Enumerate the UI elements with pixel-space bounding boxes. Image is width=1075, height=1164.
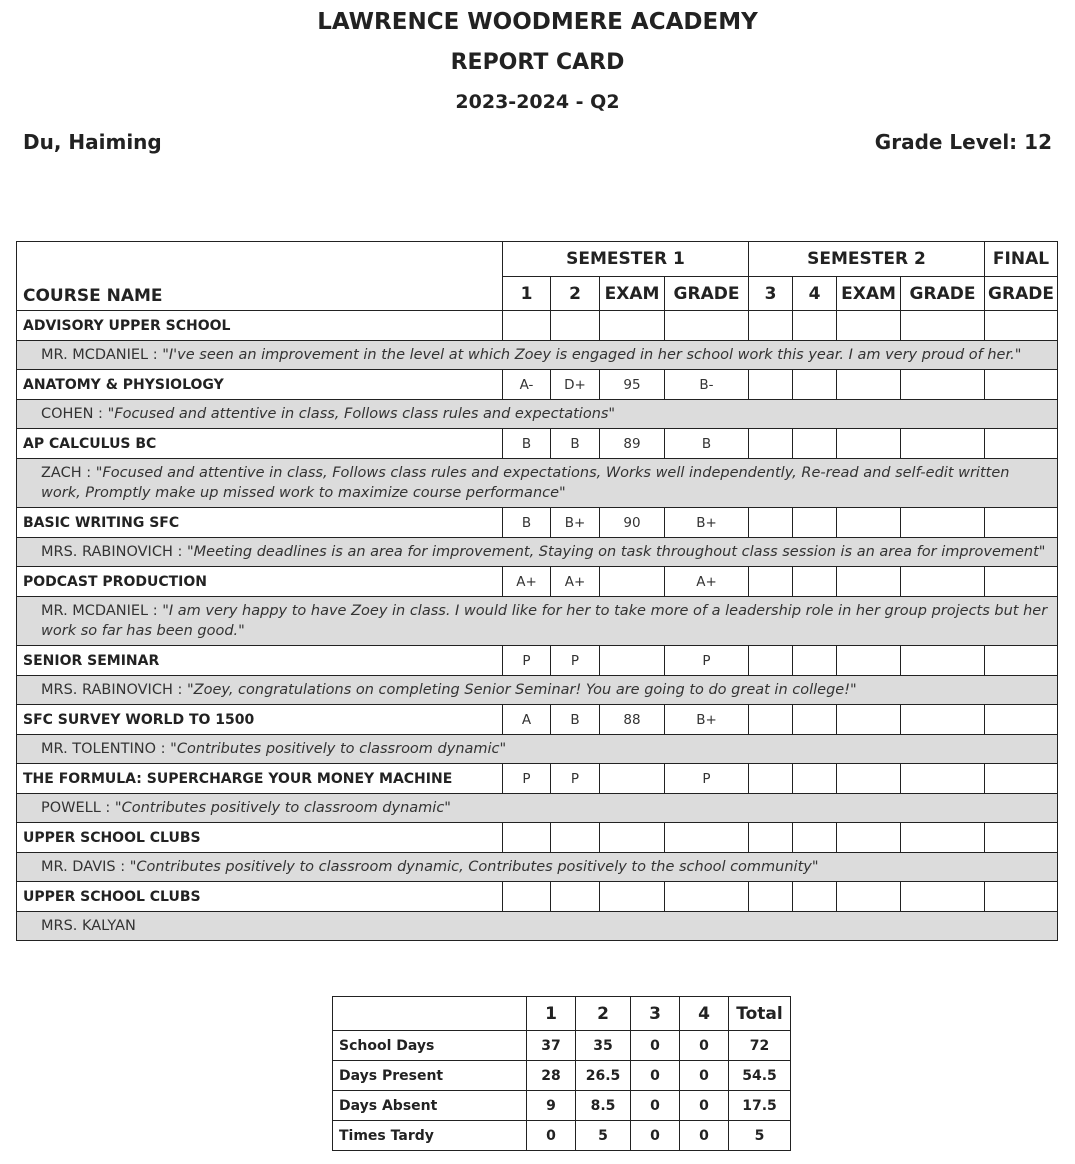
grade-cell: [901, 646, 985, 676]
attendance-label: Days Absent: [333, 1091, 527, 1121]
grade-cell: [749, 508, 793, 538]
grade-cell: [600, 882, 665, 912]
attendance-value: 0: [680, 1091, 729, 1121]
comment-text: "Focused and attentive in class, Follows class rules and expectations, Works well independently, Re-read and self-edit written work, Promptly make up missed work to maximize course performance": [41, 465, 1010, 501]
course-name: SFC SURVEY WORLD TO 1500: [17, 705, 503, 735]
grade-cell: P: [551, 646, 600, 676]
comment-row: [17, 912, 1058, 941]
attendance-value: 0: [680, 1031, 729, 1061]
course-row: [17, 429, 1058, 459]
grade-cell: [793, 567, 837, 597]
course-row: [17, 646, 1058, 676]
attendance-value: 37: [527, 1031, 576, 1061]
grade-cell: [901, 705, 985, 735]
course-name: UPPER SCHOOL CLUBS: [17, 882, 503, 912]
comment-text: "Zoey, congratulations on completing Senior Seminar! You are going to do great in college!": [186, 682, 857, 698]
col-header: GRADE: [901, 277, 985, 311]
course-row: [17, 567, 1058, 597]
grade-cell: B+: [665, 705, 749, 735]
grade-cell: [749, 646, 793, 676]
attendance-value: 8.5: [576, 1091, 631, 1121]
grade-cell: [985, 646, 1058, 676]
grade-cell: P: [665, 646, 749, 676]
course-name-header: COURSE NAME: [17, 242, 503, 311]
course-name: ANATOMY & PHYSIOLOGY: [17, 370, 503, 400]
attendance-value: 0: [631, 1061, 680, 1091]
teacher-name: ZACH: [41, 465, 82, 481]
comment-row: [17, 341, 1058, 370]
grade-cell: [749, 764, 793, 794]
grade-cell: [793, 370, 837, 400]
grade-cell: [985, 705, 1058, 735]
attendance-header: 2: [576, 997, 631, 1031]
grade-cell: [901, 823, 985, 853]
grade-cell: [600, 823, 665, 853]
comment-text: "Contributes positively to classroom dynamic": [114, 800, 451, 816]
col-header: 2: [551, 277, 600, 311]
grade-cell: B+: [551, 508, 600, 538]
teacher-comment: ZACH : "Focused and attentive in class, Follows class rules and expectations, Works well independently, Re-read and self-edit written work, Promptly make up missed work to maximize course performance": [17, 459, 1058, 508]
grade-cell: P: [665, 764, 749, 794]
col-header: EXAM: [600, 277, 665, 311]
attendance-header: [333, 997, 527, 1031]
course-name: SENIOR SEMINAR: [17, 646, 503, 676]
grade-cell: [985, 370, 1058, 400]
comment-row: [17, 538, 1058, 567]
teacher-name: MRS. RABINOVICH: [41, 544, 173, 560]
grade-cell: [837, 646, 901, 676]
comment-row: [17, 735, 1058, 764]
grade-cell: [793, 764, 837, 794]
grade-cell: [837, 370, 901, 400]
teacher-name: COHEN: [41, 406, 94, 422]
grade-cell: [985, 823, 1058, 853]
grade-cell: A+: [551, 567, 600, 597]
attendance-label: Days Present: [333, 1061, 527, 1091]
grade-cell: [985, 567, 1058, 597]
grade-cell: [985, 429, 1058, 459]
attendance-value: 9: [527, 1091, 576, 1121]
course-row: [17, 705, 1058, 735]
attendance-header: 1: [527, 997, 576, 1031]
student-name: Du, Haiming: [23, 130, 162, 154]
attendance-value: 5: [729, 1121, 791, 1151]
course-name: BASIC WRITING SFC: [17, 508, 503, 538]
grade-cell: B: [551, 705, 600, 735]
grade-cell: A-: [503, 370, 551, 400]
teacher-name: MRS. RABINOVICH: [41, 682, 173, 698]
grade-cell: [837, 567, 901, 597]
grades-table: [16, 241, 1058, 941]
grade-level-label: Grade Level:: [874, 130, 1018, 154]
col-header: 4: [793, 277, 837, 311]
grade-cell: [985, 311, 1058, 341]
grade-cell: [793, 882, 837, 912]
grade-cell: [551, 823, 600, 853]
final-header: FINAL: [985, 242, 1058, 277]
grade-cell: P: [503, 646, 551, 676]
grade-cell: A+: [665, 567, 749, 597]
grade-cell: [749, 705, 793, 735]
attendance-header: 3: [631, 997, 680, 1031]
attendance-value: 0: [527, 1121, 576, 1151]
comment-row: [17, 853, 1058, 882]
grade-level-value: 12: [1024, 130, 1052, 154]
grade-cell: B: [503, 508, 551, 538]
grade-cell: [749, 370, 793, 400]
col-header: GRADE: [665, 277, 749, 311]
course-name: THE FORMULA: SUPERCHARGE YOUR MONEY MACHINE: [17, 764, 503, 794]
comment-row: [17, 676, 1058, 705]
grade-cell: 88: [600, 705, 665, 735]
grade-cell: [837, 764, 901, 794]
comment-row: [17, 459, 1058, 508]
course-name: AP CALCULUS BC: [17, 429, 503, 459]
attendance-value: 0: [680, 1061, 729, 1091]
grade-cell: [837, 429, 901, 459]
course-name: ADVISORY UPPER SCHOOL: [17, 311, 503, 341]
grade-cell: [901, 567, 985, 597]
grade-cell: [901, 764, 985, 794]
grade-cell: [985, 764, 1058, 794]
attendance-header: 4: [680, 997, 729, 1031]
grade-cell: [665, 311, 749, 341]
comment-text: "Meeting deadlines is an area for improvement, Staying on task throughout class session is an area for improvement": [186, 544, 1046, 560]
comment-text: "Focused and attentive in class, Follows class rules and expectations": [107, 406, 616, 422]
comment-text: "Contributes positively to classroom dynamic": [170, 741, 507, 757]
grade-cell: [793, 508, 837, 538]
teacher-comment: MRS. RABINOVICH : "Meeting deadlines is an area for improvement, Staying on task throughout class session is an area for improvement": [17, 538, 1058, 567]
course-row: [17, 508, 1058, 538]
grade-cell: [793, 823, 837, 853]
teacher-comment: POWELL : "Contributes positively to classroom dynamic": [17, 794, 1058, 823]
comment-row: [17, 794, 1058, 823]
grade-cell: [665, 882, 749, 912]
comment-text: "I've seen an improvement in the level at which Zoey is engaged in her school work this year. I am very proud of her.": [162, 347, 1022, 363]
attendance-value: 72: [729, 1031, 791, 1061]
course-row: [17, 311, 1058, 341]
course-row: [17, 370, 1058, 400]
grade-cell: B+: [665, 508, 749, 538]
grade-cell: B: [665, 429, 749, 459]
teacher-name: POWELL: [41, 800, 101, 816]
grade-cell: [749, 567, 793, 597]
course-row: [17, 823, 1058, 853]
grade-cell: [793, 705, 837, 735]
grade-cell: [793, 429, 837, 459]
grade-cell: B: [551, 429, 600, 459]
grade-cell: [901, 311, 985, 341]
grade-cell: [600, 567, 665, 597]
attendance-label: School Days: [333, 1031, 527, 1061]
semester-1-header: SEMESTER 1: [503, 242, 749, 277]
course-name: PODCAST PRODUCTION: [17, 567, 503, 597]
grade-cell: 90: [600, 508, 665, 538]
attendance-value: 28: [527, 1061, 576, 1091]
attendance-value: 0: [680, 1121, 729, 1151]
teacher-name: MRS. KALYAN: [41, 918, 136, 934]
grade-cell: [600, 646, 665, 676]
attendance-row: [333, 1031, 791, 1061]
attendance-value: 54.5: [729, 1061, 791, 1091]
grade-cell: [901, 370, 985, 400]
comment-text: "Contributes positively to classroom dynamic, Contributes positively to the school community": [129, 859, 819, 875]
course-row: [17, 882, 1058, 912]
attendance-value: 5: [576, 1121, 631, 1151]
grade-cell: [749, 823, 793, 853]
grade-cell: 89: [600, 429, 665, 459]
grade-cell: A: [503, 705, 551, 735]
grade-cell: [749, 311, 793, 341]
grade-cell: P: [551, 764, 600, 794]
teacher-name: MR. MCDANIEL: [41, 347, 149, 363]
grade-cell: [837, 882, 901, 912]
grade-cell: [985, 508, 1058, 538]
col-header: EXAM: [837, 277, 901, 311]
grade-cell: [985, 882, 1058, 912]
grade-cell: [837, 823, 901, 853]
school-name: LAWRENCE WOODMERE ACADEMY: [317, 9, 758, 35]
attendance-table: [332, 996, 791, 1151]
teacher-comment: [17, 912, 1058, 941]
comment-row: [17, 597, 1058, 646]
comment-text: "I am very happy to have Zoey in class. I would like for her to take more of a leadership role in her group projects but her work so far has been good.": [41, 603, 1048, 639]
attendance-label: Times Tardy: [333, 1121, 527, 1151]
grade-cell: [551, 882, 600, 912]
attendance-value: 0: [631, 1121, 680, 1151]
grade-cell: [503, 882, 551, 912]
teacher-name: MR. MCDANIEL: [41, 603, 149, 619]
grade-cell: A+: [503, 567, 551, 597]
col-header: 1: [503, 277, 551, 311]
teacher-comment: COHEN : "Focused and attentive in class, Follows class rules and expectations": [17, 400, 1058, 429]
grade-level: [875, 130, 1052, 154]
grade-cell: [837, 508, 901, 538]
grade-cell: [793, 646, 837, 676]
grade-cell: [749, 882, 793, 912]
grade-cell: [600, 764, 665, 794]
term-label: 2023-2024 - Q2: [455, 91, 620, 113]
comment-row: [17, 400, 1058, 429]
grade-cell: B: [503, 429, 551, 459]
semester-2-header: SEMESTER 2: [749, 242, 985, 277]
attendance-row: [333, 1121, 791, 1151]
teacher-comment: MR. MCDANIEL : "I am very happy to have Zoey in class. I would like for her to take more of a leadership role in her group projects but her work so far has been good.": [17, 597, 1058, 646]
attendance-value: 35: [576, 1031, 631, 1061]
col-header: 3: [749, 277, 793, 311]
grade-cell: [837, 311, 901, 341]
grade-cell: [837, 705, 901, 735]
grade-cell: [551, 311, 600, 341]
grade-cell: [901, 882, 985, 912]
grade-cell: 95: [600, 370, 665, 400]
attendance-row: [333, 1061, 791, 1091]
grade-cell: [793, 311, 837, 341]
grade-cell: [503, 311, 551, 341]
attendance-value: 26.5: [576, 1061, 631, 1091]
teacher-comment: MRS. RABINOVICH : "Zoey, congratulations on completing Senior Seminar! You are going to do great in college!": [17, 676, 1058, 705]
grade-cell: D+: [551, 370, 600, 400]
col-header: GRADE: [985, 277, 1058, 311]
teacher-name: MR. TOLENTINO: [41, 741, 157, 757]
grade-cell: [665, 823, 749, 853]
course-row: [17, 764, 1058, 794]
attendance-row: [333, 1091, 791, 1121]
teacher-comment: MR. TOLENTINO : "Contributes positively to classroom dynamic": [17, 735, 1058, 764]
teacher-name: MR. DAVIS: [41, 859, 116, 875]
attendance-header: Total: [729, 997, 791, 1031]
grade-cell: [600, 311, 665, 341]
course-name: UPPER SCHOOL CLUBS: [17, 823, 503, 853]
report-title: REPORT CARD: [450, 50, 625, 75]
attendance-value: 17.5: [729, 1091, 791, 1121]
grade-cell: [503, 823, 551, 853]
teacher-comment: MR. DAVIS : "Contributes positively to classroom dynamic, Contributes positively to the school community": [17, 853, 1058, 882]
attendance-value: 0: [631, 1031, 680, 1061]
grade-cell: B-: [665, 370, 749, 400]
grade-cell: [901, 508, 985, 538]
grade-cell: P: [503, 764, 551, 794]
grade-cell: [749, 429, 793, 459]
attendance-value: 0: [631, 1091, 680, 1121]
teacher-comment: MR. MCDANIEL : "I've seen an improvement in the level at which Zoey is engaged in her school work this year. I am very proud of her.": [17, 341, 1058, 370]
grade-cell: [901, 429, 985, 459]
